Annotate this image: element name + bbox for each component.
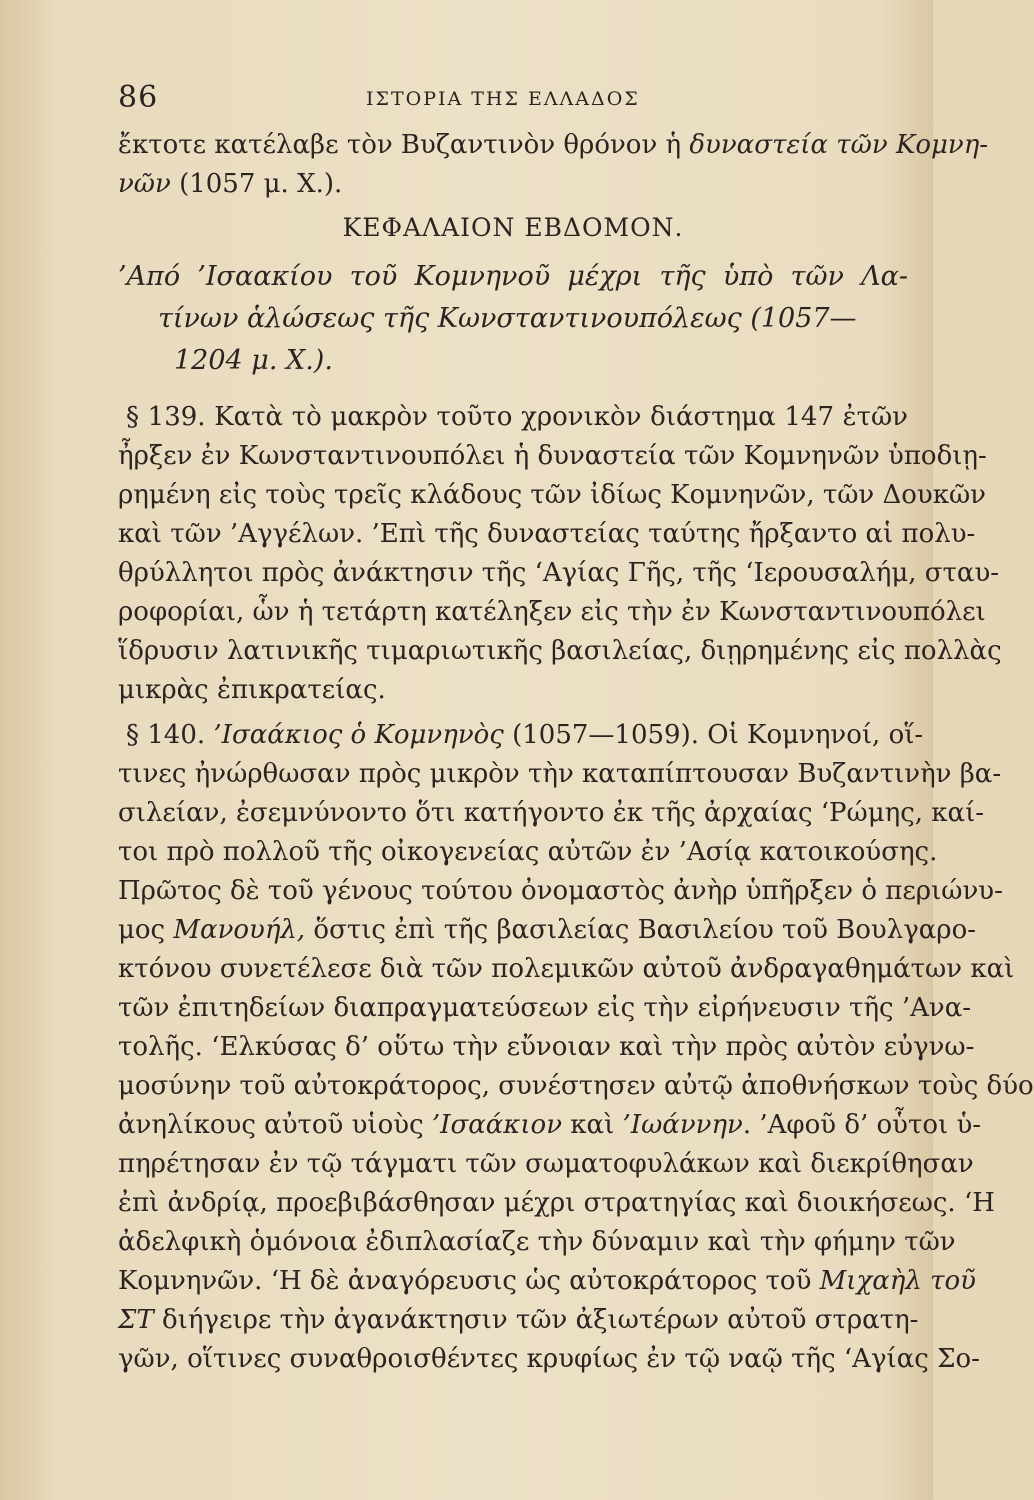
subtitle-line: ’Από ’Ισαακίου τοῦ Κομνηνοῦ μέχρι τῆς ὑπὸ τῶν Λα- (118, 261, 908, 292)
text-line: τῶν ἐπιτηδείων διαπραγματεύσεων εἰς τὴν εἰρήνευσιν τῆς ’Ανα- (118, 993, 972, 1023)
page-number: 86 (118, 80, 159, 115)
text-line: ΣΤ διήγειρε τὴν ἀγανάκτησιν τῶν ἀξιωτέρων αὐτοῦ στρατη- (118, 1305, 919, 1335)
text-line: πηρέτησαν ἐν τῷ τάγματι τῶν σωματοφυλάκων καὶ διεκρίθησαν (118, 1149, 974, 1179)
section-140-heading-line: § 140. ’Ισαάκιος ὁ Κομνηνὸς (1057—1059). Οἱ Κομνηνοί, οἵ- (126, 720, 924, 750)
text-line: κτόνου συνετέλεσε διὰ τῶν πολεμικῶν αὐτοῦ ἀνδραγαθημάτων καὶ (118, 954, 1015, 984)
text-line: τινες ἠνώρθωσαν πρὸς μικρὸν τὴν καταπίπτουσαν Βυζαντινὴν βα- (118, 759, 1002, 789)
page-body (118, 126, 1034, 1379)
page-header (118, 80, 873, 120)
text-line: μοσύνην τοῦ αὐτοκράτορος, συνέστησεν αὐτῷ ἀποθνήσκων τοὺς δύο (118, 1071, 1034, 1101)
section-140 (118, 716, 1034, 1379)
text-line: § 139. Κατὰ τὸ μακρὸν τοῦτο χρονικὸν διάστημα 147 ἐτῶν (126, 402, 908, 432)
subtitle-line: τίνων ἁλώσεως τῆς Κωνσταντινουπόλεως (1057— (158, 303, 857, 334)
subtitle-line: 1204 μ. Χ.). (174, 345, 333, 376)
text-line: ἀδελφικὴ ὁμόνοια ἐδιπλασίαζε τὴν δύναμιν καὶ τὴν φήμην τῶν (118, 1227, 956, 1257)
intro-line-1: ἔκτοτε κατέλαβε τὸν Βυζαντινὸν θρόνον ἡ δυναστεία τῶν Κομνη- (118, 130, 989, 160)
text-line: μικρὰς ἐπικρατείας. (118, 675, 386, 705)
text-line: ἐπὶ ἀνδρίᾳ, προεβιβάσθησαν μέχρι στρατηγίας καὶ διοικήσεως. ‘Η (118, 1188, 995, 1218)
text-line: τοι πρὸ πολλοῦ τῆς οἰκογενείας αὐτῶν ἐν ’Ασίᾳ κατοικούσης. (118, 837, 938, 867)
running-title: ΙΣΤΟΡΙΑ ΤΗΣ ΕΛΛΑΔΟΣ (366, 88, 640, 110)
text-line: καὶ τῶν ’Αγγέλων. ’Επὶ τῆς δυναστείας ταύτης ἤρξαντο αἱ πολυ- (118, 519, 976, 549)
text-line: τολῆς. ‘Ελκύσας δ’ οὕτω τὴν εὔνοιαν καὶ τὴν πρὸς αὐτὸν εὐγνω- (118, 1032, 975, 1062)
text-line: ἵδρυσιν λατινικῆς τιμαριωτικῆς βασιλείας, διῃρημένης εἰς πολλὰς (118, 636, 1002, 666)
text-line: ρημένη εἰς τοὺς τρεῖς κλάδους τῶν ἰδίως Κομνηνῶν, τῶν Δουκῶν (118, 480, 986, 510)
text-line: θρύλλητοι πρὸς ἀνάκτησιν τῆς ‘Αγίας Γῆς, τῆς ‘Ιερουσαλήμ, σταυ- (118, 558, 1000, 588)
text-line: γῶν, οἵτινες συναθροισθέντες κρυφίως ἐν τῷ ναῷ τῆς ‘Αγίας Σο- (118, 1344, 980, 1374)
section-139 (118, 398, 1002, 710)
text-line: ἦρξεν ἐν Κωνσταντινουπόλει ἡ δυναστεία τῶν Κομνηνῶν ὑποδιῃ- (118, 441, 987, 471)
text-line: μος Μανουήλ, ὅστις ἐπὶ τῆς βασιλείας Βασιλείου τοῦ Βουλγαρο- (118, 915, 977, 945)
intro-line-2: νῶν (1057 μ. Χ.). (118, 169, 343, 199)
text-line: ἀνηλίκους αὐτοῦ υἱοὺς ’Ισαάκιον καὶ ’Ιωάννην. ’Αφοῦ δ’ οὗτοι ὑ- (118, 1110, 982, 1140)
text-line: Κομνηνῶν. ‘Η δὲ ἀναγόρευσις ὡς αὐτοκράτορος τοῦ Μιχαὴλ τοῦ (118, 1266, 976, 1296)
text-line: ροφορίαι, ὧν ἡ τετάρτη κατέληξεν εἰς τὴν ἐν Κωνσταντινουπόλει (118, 597, 986, 627)
chapter-subtitle (118, 256, 908, 382)
text-line: σιλείαν, ἐσεμνύνοντο ὅτι κατήγοντο ἐκ τῆς ἀρχαίας ‘Ρώμης, καί- (118, 798, 985, 828)
chapter-title: ΚΕΦΑΛΑΙΟΝ ΕΒΔΟΜΟΝ. (342, 213, 684, 242)
text-line: Πρῶτος δὲ τοῦ γένους τούτου ὀνομαστὸς ἀνὴρ ὑπῆρξεν ὁ περιώνυ- (118, 876, 1003, 906)
